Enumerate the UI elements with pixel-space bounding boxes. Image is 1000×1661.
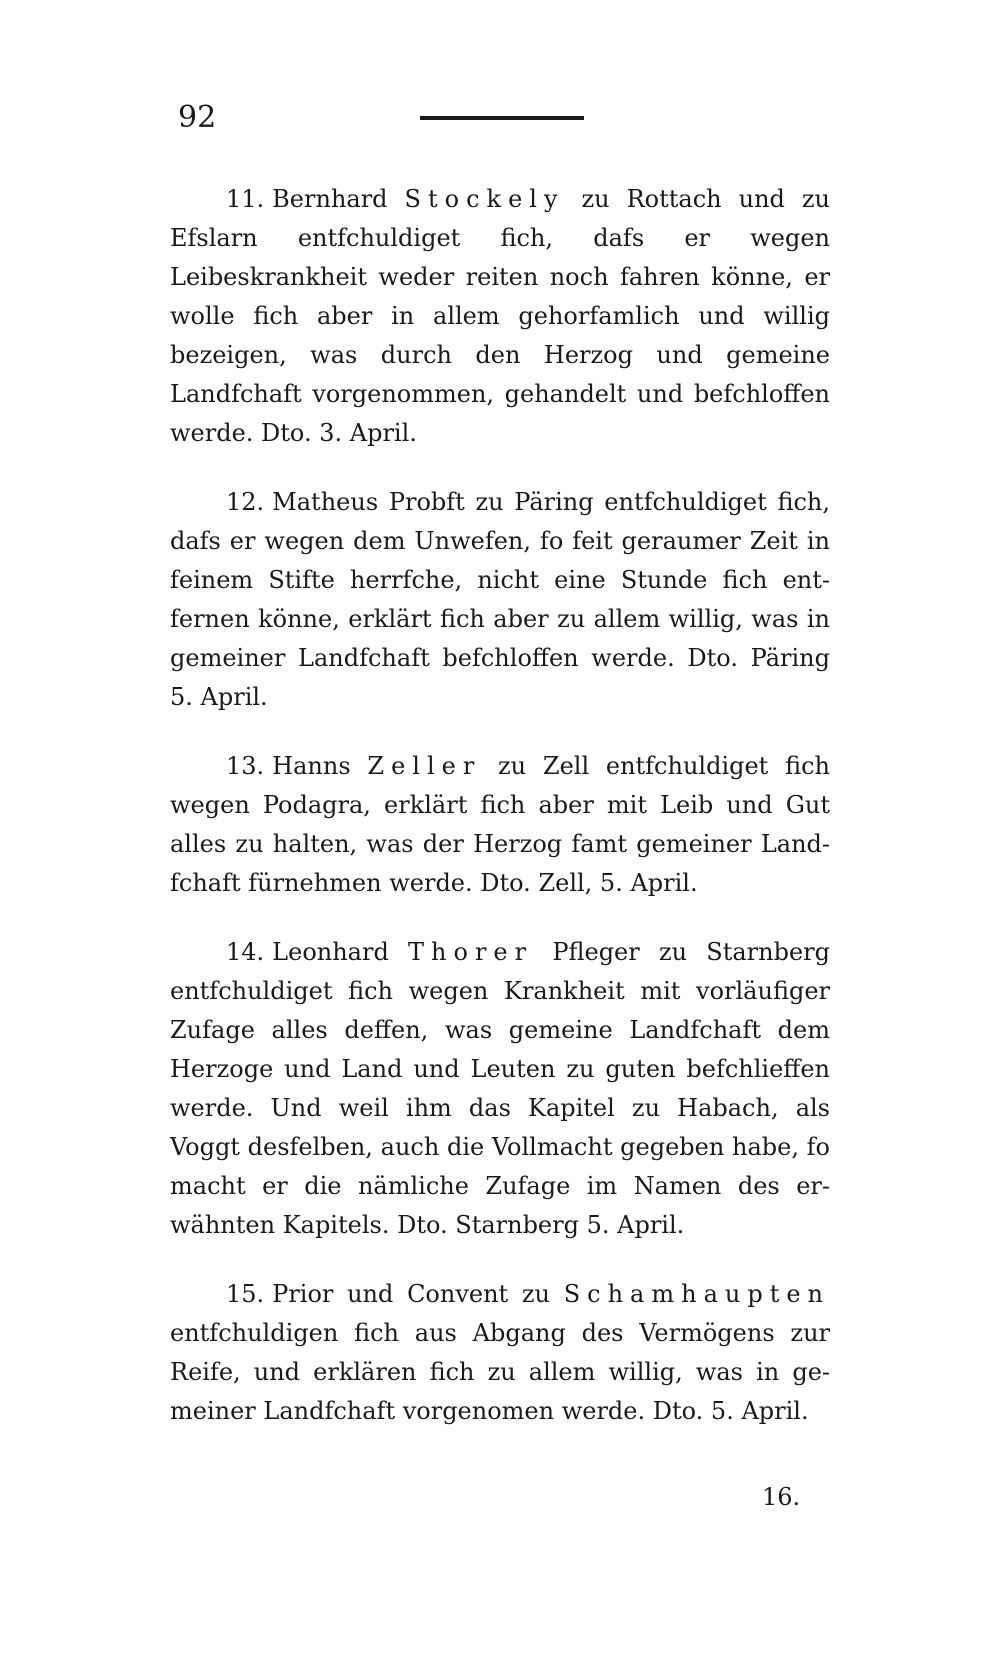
entry-number: 11. [226, 185, 265, 213]
entry-13 [170, 747, 830, 903]
entry-11 [170, 180, 830, 453]
entry-person-name: Zeller [367, 752, 482, 780]
page-number: 92 [178, 100, 217, 135]
entry-place-name: Schamhaupten [563, 1280, 830, 1308]
entry-list [170, 180, 830, 1461]
entry-15 [170, 1275, 830, 1431]
entry-number: 12. [226, 488, 265, 516]
catchword: 16. [762, 1483, 801, 1511]
entry-text-post: zu Zell entfchuldiget fich wegen Podagra, erklärt fich aber mit Leib und Gut alles zu halten, was der Herzog famt gemeiner Landfchaft fürnehmen werde. Dto. Zell, 5. April. [170, 752, 830, 897]
entry-text-post: Pfleger zu Starnberg entfchuldiget fich wegen Krankheit mit vorläufiger Zufage alles deffen, was gemeine Landfchaft dem Herzoge und Land und Leuten zu guten befchlieffen werde. Und weil ihm das Kapitel zu Habach, als Voggt desfelben, auch die Vollmacht gegeben habe, fo macht er die nämliche Zufage im Namen des erwähnten Kapitels. Dto. Starnberg 5. April. [170, 938, 830, 1239]
entry-text-pre: Hanns [272, 752, 368, 780]
entry-12 [170, 483, 830, 717]
entry-text-pre: Matheus Probft zu Päring entfchuldiget fich, dafs er wegen dem Unwefen, fo feit geraumer Zeit in feinem Stifte herrfche, nicht eine Stunde fich entfernen könne, erklärt fich aber zu allem willig, was in gemeiner Landfchaft befchloffen werde. Dto. Päring 5. April. [170, 488, 830, 711]
entry-text-pre: Bernhard [272, 185, 405, 213]
header-rule [420, 116, 584, 120]
entry-text-post: zu Rottach und zu Efslarn entfchuldiget fich, dafs er wegen Leibeskrankheit weder reiten noch fahren könne, er wolle fich aber in allem gehorfamlich und willig bezeigen, was durch den Herzog und gemeine Landfchaft vorgenommen, gehandelt und befchloffen werde. Dto. 3. April. [170, 185, 831, 447]
entry-person-name: Stockely [404, 185, 565, 213]
entry-person-name: Thorer [408, 938, 534, 966]
entry-number: 14. [226, 938, 265, 966]
entry-text-pre: Prior und Convent zu [272, 1280, 564, 1308]
entry-number: 13. [226, 752, 265, 780]
entry-14 [170, 933, 830, 1245]
entry-text-post: entfchuldigen fich aus Abgang des Vermögens zur Reife, und erklären fich zu allem willig, was in gemeiner Landfchaft vorgenomen werde. Dto. 5. April. [170, 1319, 830, 1425]
entry-number: 15. [226, 1280, 265, 1308]
entry-text-pre: Leonhard [272, 938, 409, 966]
